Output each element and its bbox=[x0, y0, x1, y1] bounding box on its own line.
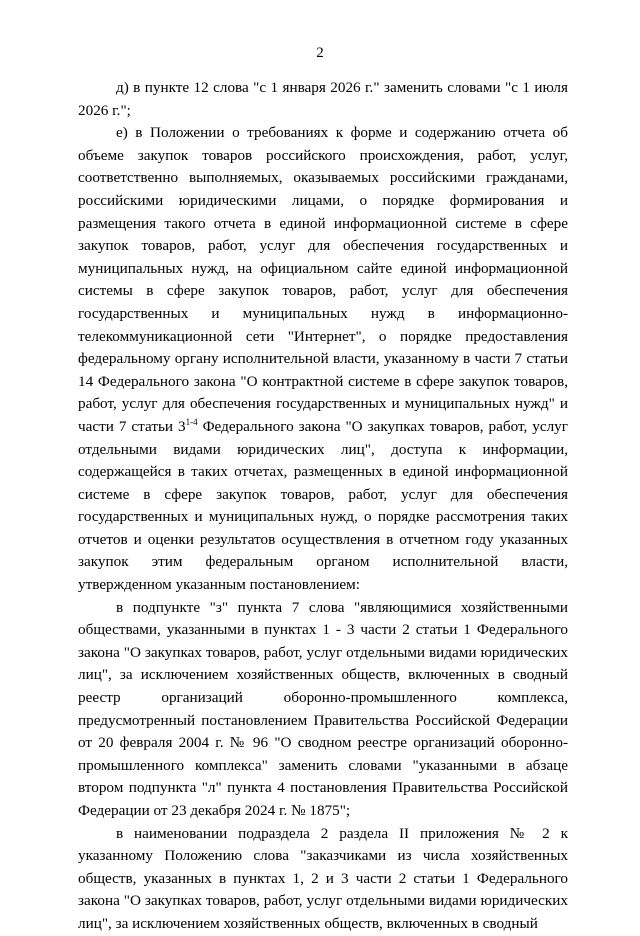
paragraph-subitem-z: в подпункте "з" пункта 7 слова "являющимися хозяйственными обществами, указанными в пунктах 1 - 3 части 2 статьи 1 Федерального закона "О закупках товаров, работ, услуг отдельными видами юридических лиц", за исключением хозяйственных обществ, включенных в сводный реестр организаций оборонно-промышленного комплекса, предусмотренный постановлением Правительства Российской Федерации от 20 февраля 2004 г. № 96 "О сводном реестре организаций оборонно-промышленного комплекса" заменить словами "указанными в абзаце втором подпункта "л" пункта 4 постановления Правительства Российской Федерации от 23 декабря 2024 г. № 1875"; bbox=[78, 598, 568, 819]
paragraph-item-e-text-continued: Федерального закона "О закупках товаров, работ, услуг отдельными видами юридических лиц", доступа к информации, содержащейся в таких отчетах, размещенных в единой информационной системе в сфере закупок товаров, работ, услуг для обеспечения государственных и муниципальных нужд, о порядке рассмотрения таких отчетов и оценки результатов осуществления в отчетном году указанных закупок этим федеральным органом исполнительной власти, утвержденном указанным постановлением: bbox=[78, 417, 568, 594]
page-number: 2 bbox=[316, 45, 324, 61]
paragraph-section-name: в наименовании подраздела 2 раздела II приложения № 2 к указанному Положению слова "заказчиками из числа хозяйственных обществ, указанных в пунктах 1, 2 и 3 части 2 статьи 1 Федерального закона "О закупках товаров, работ, услуг отдельными видами юридических лиц", за исключением хозяйственных обществ, включенных в сводный bbox=[78, 824, 568, 932]
paragraph-item-e bbox=[78, 122, 568, 596]
paragraph-item-e-text: е) в Положении о требованиях к форме и содержанию отчета об объеме закупок товаров российского происхождения, работ, услуг, соответственно выполняемых, оказываемых российскими гражданами, российскими юридическими лицами, о порядке формирования и размещения такого отчета в единой информационной системе в сфере закупок товаров, работ, услуг для обеспечения государственных и муниципальных нужд, на официальном сайте единой информационной системы в сфере закупок товаров, работ, услуг для обеспечения государственных и муниципальных нужд в информационно-телекоммуникационной сети "Интернет", о порядке предоставления федеральному органу исполнительной власти, указанному в части 7 статьи 14 Федерального закона "О контрактной системе в сфере закупок товаров, работ, услуг для обеспечения государственных и муниципальных нужд" и части 7 статьи 3 bbox=[78, 124, 568, 435]
paragraph-item-d: д) в пункте 12 слова "с 1 января 2026 г." заменить словами "с 1 июля 2026 г."; bbox=[78, 79, 568, 119]
document-body bbox=[78, 77, 568, 936]
superscript-article-number: 1-4 bbox=[185, 416, 198, 427]
